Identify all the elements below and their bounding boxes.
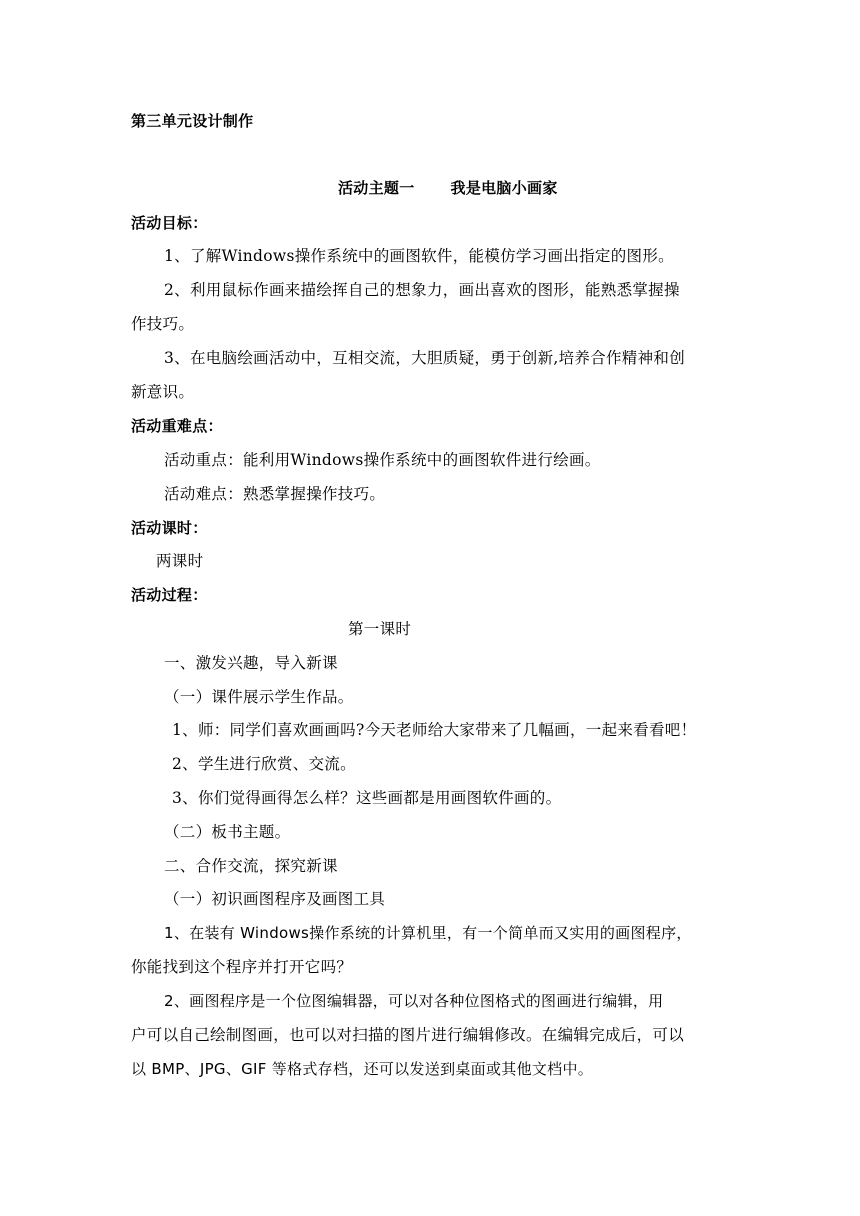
step-1-item-3: 3、你们觉得画得怎么样？这些画都是用画图软件画的。 (172, 789, 562, 807)
unit-title: 第三单元设计制作 (131, 112, 254, 130)
lesson-title: 第一课时 (348, 620, 412, 638)
activity-title (338, 177, 558, 199)
goals-heading: 活动目标： (131, 214, 208, 232)
hours-value: 两课时 (156, 552, 204, 570)
goal-item-3-line-2: 新意识。 (131, 383, 195, 401)
key-point: 活动重点：能利用Windows操作系统中的画图软件进行绘画。 (164, 451, 601, 469)
key-points-heading: 活动重难点： (131, 417, 223, 435)
hours-heading: 活动课时： (131, 519, 208, 537)
step-2-sub: （一）初识画图程序及画图工具 (164, 890, 386, 908)
goal-item-3-line-1: 3、在电脑绘画活动中，互相交流，大胆质疑，勇于创新,培养合作精神和创 (164, 349, 685, 367)
activity-title-part1: 活动主题一 (338, 179, 415, 197)
paragraph-1-line-2: 你能找到这个程序并打开它吗？ (131, 958, 353, 976)
difficulty-point: 活动难点：熟悉掌握操作技巧。 (164, 485, 386, 503)
step-1-sub-2: （二）板书主题。 (164, 823, 291, 841)
step-1-item-2: 2、学生进行欣赏、交流。 (172, 755, 356, 773)
goal-item-1: 1、了解Windows操作系统中的画图软件，能模仿学习画出指定的图形。 (164, 247, 674, 265)
step-1-sub: （一）课件展示学生作品。 (164, 688, 354, 706)
goal-item-2-line-2: 作技巧。 (131, 315, 195, 333)
activity-title-part2: 我是电脑小画家 (450, 179, 558, 197)
paragraph-1-line-1: 1、在装有 Windows操作系统的计算机里，有一个简单而又实用的画图程序， (164, 924, 692, 942)
step-2: 二、合作交流，探究新课 (164, 857, 338, 875)
paragraph-2-line-2: 户可以自己绘制图画，也可以对扫描的图片进行编辑修改。在编辑完成后，可以 (131, 1026, 685, 1044)
process-heading: 活动过程： (131, 586, 208, 604)
step-1: 一、激发兴趣，导入新课 (164, 654, 338, 672)
paragraph-2-line-1: 2、画图程序是一个位图编辑器，可以对各种位图格式的图画进行编辑，用 (164, 992, 664, 1010)
paragraph-2-line-3: 以 BMP、JPG、GIF 等格式存档，还可以发送到桌面或其他文档中。 (131, 1060, 594, 1078)
step-1-item-1: 1、师：同学们喜欢画画吗?今天老师给大家带来了几幅画，一起来看看吧！ (172, 721, 697, 739)
goal-item-2-line-1: 2、利用鼠标作画来描绘挥自己的想象力，画出喜欢的图形，能熟悉掌握操 (164, 281, 680, 299)
